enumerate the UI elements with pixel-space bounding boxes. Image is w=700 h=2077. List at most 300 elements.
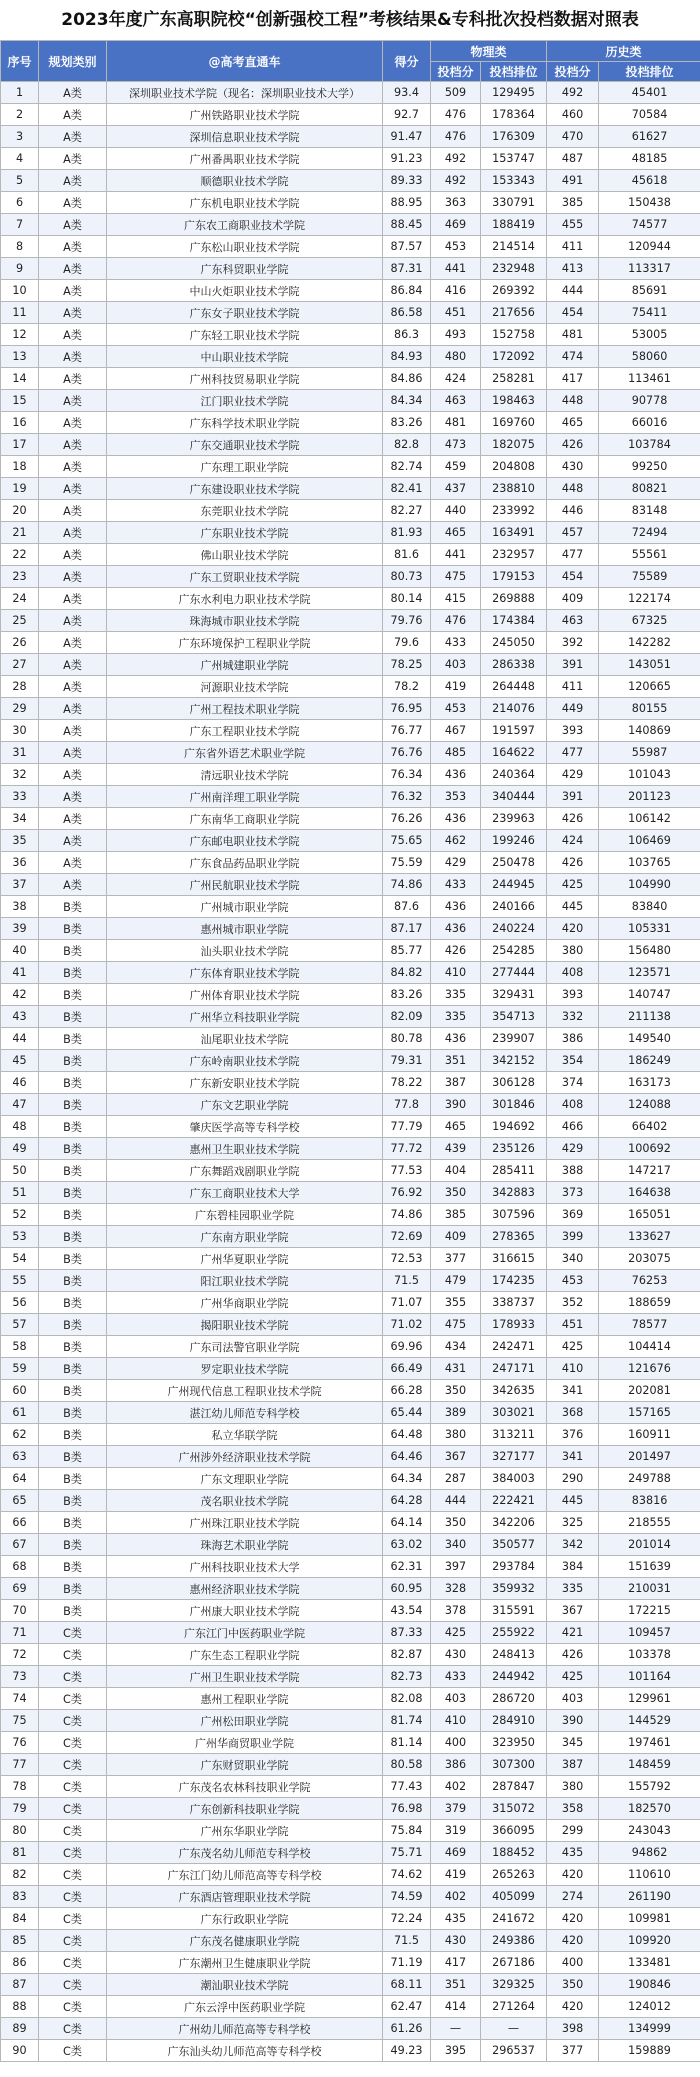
cell-no: 52 [1, 1204, 39, 1226]
cell-school: 广东职业技术学院 [107, 522, 383, 544]
cell-category: B类 [39, 1402, 107, 1424]
cell-history-min-rank: 120944 [599, 236, 700, 258]
cell-no: 25 [1, 610, 39, 632]
cell-score: 82.74 [383, 456, 431, 478]
cell-category: B类 [39, 1446, 107, 1468]
cell-history-min-rank: 110610 [599, 1864, 700, 1886]
cell-history-min-rank: 201014 [599, 1534, 700, 1556]
cell-physics-min-rank: 249386 [481, 1930, 547, 1952]
cell-physics-min-score: 350 [431, 1512, 481, 1534]
cell-score: 82.08 [383, 1688, 431, 1710]
cell-physics-min-score: 402 [431, 1776, 481, 1798]
cell-category: B类 [39, 1358, 107, 1380]
cell-school: 广东汕头幼儿师范高等专科学校 [107, 2040, 383, 2062]
table-row [1, 1336, 700, 1358]
cell-physics-min-score: 440 [431, 500, 481, 522]
table-row [1, 1798, 700, 1820]
cell-history-min-rank: 61627 [599, 126, 700, 148]
cell-no: 45 [1, 1050, 39, 1072]
cell-history-min-score: 424 [547, 830, 599, 852]
table-row [1, 720, 700, 742]
cell-score: 82.87 [383, 1644, 431, 1666]
cell-score: 49.23 [383, 2040, 431, 2062]
table-row [1, 1534, 700, 1556]
cell-school: 广州体育职业技术学院 [107, 984, 383, 1006]
table-row [1, 1974, 700, 1996]
cell-history-min-score: 368 [547, 1402, 599, 1424]
cell-history-min-rank: 186249 [599, 1050, 700, 1072]
table-row [1, 588, 700, 610]
cell-category: C类 [39, 1908, 107, 1930]
cell-physics-min-rank: 265263 [481, 1864, 547, 1886]
cell-category: A类 [39, 192, 107, 214]
cell-no: 83 [1, 1886, 39, 1908]
cell-physics-min-score: 475 [431, 566, 481, 588]
cell-school: 湛江幼儿师范专科学校 [107, 1402, 383, 1424]
table-row [1, 1358, 700, 1380]
cell-physics-min-rank: 250478 [481, 852, 547, 874]
cell-category: B类 [39, 1424, 107, 1446]
cell-score: 62.47 [383, 1996, 431, 2018]
cell-school: 广东建设职业技术学院 [107, 478, 383, 500]
cell-school: 广州番禺职业技术学院 [107, 148, 383, 170]
cell-no: 1 [1, 82, 39, 104]
cell-category: A类 [39, 478, 107, 500]
cell-score: 82.27 [383, 500, 431, 522]
cell-physics-min-rank: 245050 [481, 632, 547, 654]
cell-history-min-rank: 80821 [599, 478, 700, 500]
table-row [1, 1446, 700, 1468]
cell-physics-min-rank: 340444 [481, 786, 547, 808]
table-row [1, 1600, 700, 1622]
cell-physics-min-score: 431 [431, 1358, 481, 1380]
cell-physics-min-score: 400 [431, 1732, 481, 1754]
cell-school: 广州卫生职业技术学院 [107, 1666, 383, 1688]
cell-history-min-score: 477 [547, 742, 599, 764]
cell-school: 茂名职业技术学院 [107, 1490, 383, 1512]
cell-school: 惠州工程职业学院 [107, 1688, 383, 1710]
cell-physics-min-score: 424 [431, 368, 481, 390]
cell-physics-min-rank: 277444 [481, 962, 547, 984]
cell-no: 81 [1, 1842, 39, 1864]
table-row [1, 390, 700, 412]
cell-physics-min-rank: 269392 [481, 280, 547, 302]
cell-score: 87.6 [383, 896, 431, 918]
cell-history-min-score: 341 [547, 1446, 599, 1468]
cell-category: B类 [39, 1292, 107, 1314]
cell-history-min-rank: 76253 [599, 1270, 700, 1292]
cell-no: 8 [1, 236, 39, 258]
cell-category: A类 [39, 786, 107, 808]
cell-physics-min-score: 350 [431, 1182, 481, 1204]
cell-category: C类 [39, 1644, 107, 1666]
cell-history-min-rank: 83148 [599, 500, 700, 522]
cell-physics-min-score: 404 [431, 1160, 481, 1182]
cell-history-min-rank: 150438 [599, 192, 700, 214]
cell-category: A类 [39, 632, 107, 654]
cell-physics-min-score: 355 [431, 1292, 481, 1314]
cell-physics-min-score: 351 [431, 1050, 481, 1072]
cell-physics-min-score: 436 [431, 1028, 481, 1050]
cell-score: 91.47 [383, 126, 431, 148]
cell-physics-min-score: 434 [431, 1336, 481, 1358]
cell-school: 珠海城市职业技术学院 [107, 610, 383, 632]
table-row [1, 1248, 700, 1270]
cell-category: A类 [39, 346, 107, 368]
page-title: 2023年度广东高职院校“创新强校工程”考核结果&专科批次投档数据对照表 [61, 10, 639, 30]
cell-history-min-score: 376 [547, 1424, 599, 1446]
cell-history-min-score: 420 [547, 1930, 599, 1952]
cell-school: 广东科贸职业学院 [107, 258, 383, 280]
cell-physics-min-rank: 269888 [481, 588, 547, 610]
table-row [1, 984, 700, 1006]
cell-history-min-rank: 124012 [599, 1996, 700, 2018]
cell-physics-min-rank: 307596 [481, 1204, 547, 1226]
cell-physics-min-rank: 366095 [481, 1820, 547, 1842]
cell-history-min-score: 420 [547, 1908, 599, 1930]
table-header [1, 41, 700, 82]
cell-school: 广东岭南职业技术学院 [107, 1050, 383, 1072]
cell-history-min-score: 354 [547, 1050, 599, 1072]
cell-no: 40 [1, 940, 39, 962]
cell-history-min-score: 391 [547, 654, 599, 676]
cell-physics-min-rank: 172092 [481, 346, 547, 368]
cell-score: 79.6 [383, 632, 431, 654]
table-row [1, 896, 700, 918]
cell-physics-min-score: 479 [431, 1270, 481, 1292]
cell-category: A类 [39, 720, 107, 742]
cell-school: 广东食品药品职业学院 [107, 852, 383, 874]
cell-history-min-score: 358 [547, 1798, 599, 1820]
cell-no: 51 [1, 1182, 39, 1204]
table-row [1, 1138, 700, 1160]
cell-history-min-rank: 129961 [599, 1688, 700, 1710]
cell-physics-min-rank: 222421 [481, 1490, 547, 1512]
cell-history-min-rank: 48185 [599, 148, 700, 170]
cell-category: B类 [39, 1226, 107, 1248]
cell-category: A类 [39, 522, 107, 544]
cell-score: 80.78 [383, 1028, 431, 1050]
cell-physics-min-rank: 174235 [481, 1270, 547, 1292]
cell-no: 6 [1, 192, 39, 214]
table-row [1, 2018, 700, 2040]
cell-school: 珠海艺术职业学院 [107, 1534, 383, 1556]
table-row [1, 170, 700, 192]
cell-history-min-rank: 182570 [599, 1798, 700, 1820]
cell-school: 广州民航职业技术学院 [107, 874, 383, 896]
cell-no: 30 [1, 720, 39, 742]
cell-history-min-score: 409 [547, 588, 599, 610]
cell-no: 73 [1, 1666, 39, 1688]
table-row [1, 1732, 700, 1754]
cell-category: B类 [39, 1160, 107, 1182]
cell-history-min-score: 492 [547, 82, 599, 104]
cell-no: 58 [1, 1336, 39, 1358]
cell-physics-min-rank: 286338 [481, 654, 547, 676]
cell-physics-min-rank: 284910 [481, 1710, 547, 1732]
cell-physics-min-rank: 129495 [481, 82, 547, 104]
cell-physics-min-score: 430 [431, 1930, 481, 1952]
cell-category: A类 [39, 544, 107, 566]
cell-physics-min-rank: 359932 [481, 1578, 547, 1600]
cell-history-min-rank: 90778 [599, 390, 700, 412]
cell-physics-min-rank: 169760 [481, 412, 547, 434]
cell-score: 88.95 [383, 192, 431, 214]
cell-physics-min-rank: 330791 [481, 192, 547, 214]
cell-school: 广东新安职业技术学院 [107, 1072, 383, 1094]
cell-no: 22 [1, 544, 39, 566]
cell-no: 33 [1, 786, 39, 808]
cell-physics-min-rank: — [481, 2018, 547, 2040]
cell-score: 71.07 [383, 1292, 431, 1314]
cell-category: B类 [39, 962, 107, 984]
cell-category: A类 [39, 654, 107, 676]
cell-category: B类 [39, 1468, 107, 1490]
cell-no: 47 [1, 1094, 39, 1116]
cell-score: 65.44 [383, 1402, 431, 1424]
cell-category: C类 [39, 1732, 107, 1754]
cell-history-min-score: 392 [547, 632, 599, 654]
cell-category: A类 [39, 610, 107, 632]
cell-score: 75.71 [383, 1842, 431, 1864]
cell-no: 42 [1, 984, 39, 1006]
cell-history-min-score: 421 [547, 1622, 599, 1644]
cell-no: 87 [1, 1974, 39, 1996]
cell-physics-min-rank: 188452 [481, 1842, 547, 1864]
cell-no: 9 [1, 258, 39, 280]
cell-history-min-score: 466 [547, 1116, 599, 1138]
cell-physics-min-score: 367 [431, 1446, 481, 1468]
cell-physics-min-score: 453 [431, 236, 481, 258]
table-row [1, 2040, 700, 2062]
table-row [1, 1182, 700, 1204]
cell-category: A类 [39, 500, 107, 522]
cell-category: B类 [39, 1380, 107, 1402]
cell-history-min-rank: 75411 [599, 302, 700, 324]
table-row [1, 566, 700, 588]
cell-physics-min-score: 469 [431, 1842, 481, 1864]
cell-school: 深圳职业技术学院（现名：深圳职业技术大学） [107, 82, 383, 104]
cell-history-min-score: 446 [547, 500, 599, 522]
cell-physics-min-score: 351 [431, 1974, 481, 1996]
cell-score: 64.34 [383, 1468, 431, 1490]
cell-physics-min-score: 492 [431, 170, 481, 192]
data-table [0, 40, 700, 2062]
cell-score: 87.17 [383, 918, 431, 940]
cell-score: 80.58 [383, 1754, 431, 1776]
cell-physics-min-score: 387 [431, 1072, 481, 1094]
cell-school: 佛山职业技术学院 [107, 544, 383, 566]
cell-score: 71.5 [383, 1930, 431, 1952]
cell-score: 75.84 [383, 1820, 431, 1842]
table-row [1, 1072, 700, 1094]
cell-physics-min-score: 436 [431, 764, 481, 786]
cell-no: 23 [1, 566, 39, 588]
cell-physics-min-rank: 323950 [481, 1732, 547, 1754]
cell-score: 81.93 [383, 522, 431, 544]
table-row [1, 830, 700, 852]
table-row [1, 852, 700, 874]
cell-score: 81.74 [383, 1710, 431, 1732]
cell-physics-min-rank: 285411 [481, 1160, 547, 1182]
cell-category: B类 [39, 1094, 107, 1116]
cell-score: 74.86 [383, 874, 431, 896]
table-row [1, 1908, 700, 1930]
cell-no: 84 [1, 1908, 39, 1930]
cell-school: 广州幼儿师范高等专科学校 [107, 2018, 383, 2040]
table-row [1, 742, 700, 764]
cell-physics-min-score: 419 [431, 676, 481, 698]
cell-history-min-rank: 103784 [599, 434, 700, 456]
cell-physics-min-score: 462 [431, 830, 481, 852]
cell-score: 64.28 [383, 1490, 431, 1512]
table-row [1, 1116, 700, 1138]
cell-score: 86.84 [383, 280, 431, 302]
cell-history-min-rank: 249788 [599, 1468, 700, 1490]
cell-history-min-rank: 101164 [599, 1666, 700, 1688]
cell-history-min-score: 435 [547, 1842, 599, 1864]
cell-no: 48 [1, 1116, 39, 1138]
cell-school: 惠州城市职业学院 [107, 918, 383, 940]
cell-school: 广东江门幼儿师范高等专科学校 [107, 1864, 383, 1886]
cell-history-min-score: 411 [547, 676, 599, 698]
cell-school: 汕尾职业技术学院 [107, 1028, 383, 1050]
cell-history-min-rank: 80155 [599, 698, 700, 720]
cell-physics-min-score: 426 [431, 940, 481, 962]
cell-physics-min-score: 335 [431, 984, 481, 1006]
cell-score: 79.76 [383, 610, 431, 632]
cell-history-min-score: 426 [547, 1644, 599, 1666]
cell-history-min-score: 340 [547, 1248, 599, 1270]
cell-school: 潮汕职业技术学院 [107, 1974, 383, 1996]
cell-category: C类 [39, 1820, 107, 1842]
cell-history-min-score: 393 [547, 984, 599, 1006]
cell-school: 肇庆医学高等专科学校 [107, 1116, 383, 1138]
cell-no: 14 [1, 368, 39, 390]
cell-physics-min-score: 441 [431, 544, 481, 566]
cell-history-min-score: 408 [547, 962, 599, 984]
table-row [1, 236, 700, 258]
cell-no: 32 [1, 764, 39, 786]
cell-category: B类 [39, 1512, 107, 1534]
cell-history-min-score: 454 [547, 566, 599, 588]
cell-score: 81.6 [383, 544, 431, 566]
cell-no: 37 [1, 874, 39, 896]
cell-score: 77.43 [383, 1776, 431, 1798]
cell-school: 广东云浮中医药职业学院 [107, 1996, 383, 2018]
cell-school: 广东科学技术职业学院 [107, 412, 383, 434]
cell-school: 广东邮电职业技术学院 [107, 830, 383, 852]
cell-history-min-score: 425 [547, 1336, 599, 1358]
cell-physics-min-score: 378 [431, 1600, 481, 1622]
cell-category: B类 [39, 1556, 107, 1578]
cell-physics-min-score: 476 [431, 126, 481, 148]
cell-physics-min-score: 319 [431, 1820, 481, 1842]
cell-history-min-score: 448 [547, 390, 599, 412]
cell-physics-min-rank: 350577 [481, 1534, 547, 1556]
cell-history-min-rank: 210031 [599, 1578, 700, 1600]
table-row [1, 500, 700, 522]
cell-category: A类 [39, 390, 107, 412]
cell-physics-min-score: 402 [431, 1886, 481, 1908]
cell-no: 54 [1, 1248, 39, 1270]
cell-history-min-score: 400 [547, 1952, 599, 1974]
cell-history-min-rank: 106142 [599, 808, 700, 830]
cell-physics-min-score: — [431, 2018, 481, 2040]
cell-no: 74 [1, 1688, 39, 1710]
cell-physics-min-score: 416 [431, 280, 481, 302]
cell-category: A类 [39, 170, 107, 192]
cell-physics-min-score: 397 [431, 1556, 481, 1578]
cell-physics-min-rank: 405099 [481, 1886, 547, 1908]
cell-no: 79 [1, 1798, 39, 1820]
cell-history-min-score: 445 [547, 896, 599, 918]
cell-history-min-score: 426 [547, 434, 599, 456]
cell-physics-min-rank: 174384 [481, 610, 547, 632]
cell-physics-min-rank: 179153 [481, 566, 547, 588]
cell-school: 广东省外语艺术职业学院 [107, 742, 383, 764]
table-row [1, 456, 700, 478]
cell-school: 江门职业技术学院 [107, 390, 383, 412]
header-school: @高考直通车 [107, 41, 383, 82]
cell-school: 中山职业技术学院 [107, 346, 383, 368]
cell-school: 罗定职业技术学院 [107, 1358, 383, 1380]
cell-history-min-rank: 147217 [599, 1160, 700, 1182]
cell-category: B类 [39, 1490, 107, 1512]
cell-school: 广州华立科技职业学院 [107, 1006, 383, 1028]
cell-history-min-rank: 74577 [599, 214, 700, 236]
cell-school: 广东南方职业学院 [107, 1226, 383, 1248]
cell-school: 广东碧桂园职业学院 [107, 1204, 383, 1226]
cell-no: 19 [1, 478, 39, 500]
cell-school: 广东轻工职业技术学院 [107, 324, 383, 346]
cell-history-min-score: 420 [547, 1996, 599, 2018]
cell-school: 广东江门中医药职业学院 [107, 1622, 383, 1644]
header-physics: 物理类 [431, 41, 547, 62]
cell-category: B类 [39, 1204, 107, 1226]
table-row [1, 1160, 700, 1182]
cell-score: 91.23 [383, 148, 431, 170]
table-row [1, 1930, 700, 1952]
table-row [1, 786, 700, 808]
cell-history-min-score: 449 [547, 698, 599, 720]
header-score: 得分 [383, 41, 431, 82]
cell-no: 60 [1, 1380, 39, 1402]
cell-physics-min-rank: 248413 [481, 1644, 547, 1666]
cell-no: 71 [1, 1622, 39, 1644]
cell-score: 77.53 [383, 1160, 431, 1182]
cell-score: 68.11 [383, 1974, 431, 1996]
table-row [1, 148, 700, 170]
cell-history-min-rank: 165051 [599, 1204, 700, 1226]
cell-no: 80 [1, 1820, 39, 1842]
cell-history-min-rank: 106469 [599, 830, 700, 852]
cell-school: 东莞职业技术学院 [107, 500, 383, 522]
cell-physics-min-score: 340 [431, 1534, 481, 1556]
cell-score: 89.33 [383, 170, 431, 192]
cell-score: 43.54 [383, 1600, 431, 1622]
cell-history-min-score: 373 [547, 1182, 599, 1204]
cell-physics-min-rank: 153747 [481, 148, 547, 170]
cell-physics-min-score: 433 [431, 874, 481, 896]
cell-score: 61.26 [383, 2018, 431, 2040]
table-row [1, 1644, 700, 1666]
cell-physics-min-rank: 278365 [481, 1226, 547, 1248]
cell-physics-min-rank: 271264 [481, 1996, 547, 2018]
table-row [1, 632, 700, 654]
cell-physics-min-score: 439 [431, 1138, 481, 1160]
cell-category: A类 [39, 82, 107, 104]
